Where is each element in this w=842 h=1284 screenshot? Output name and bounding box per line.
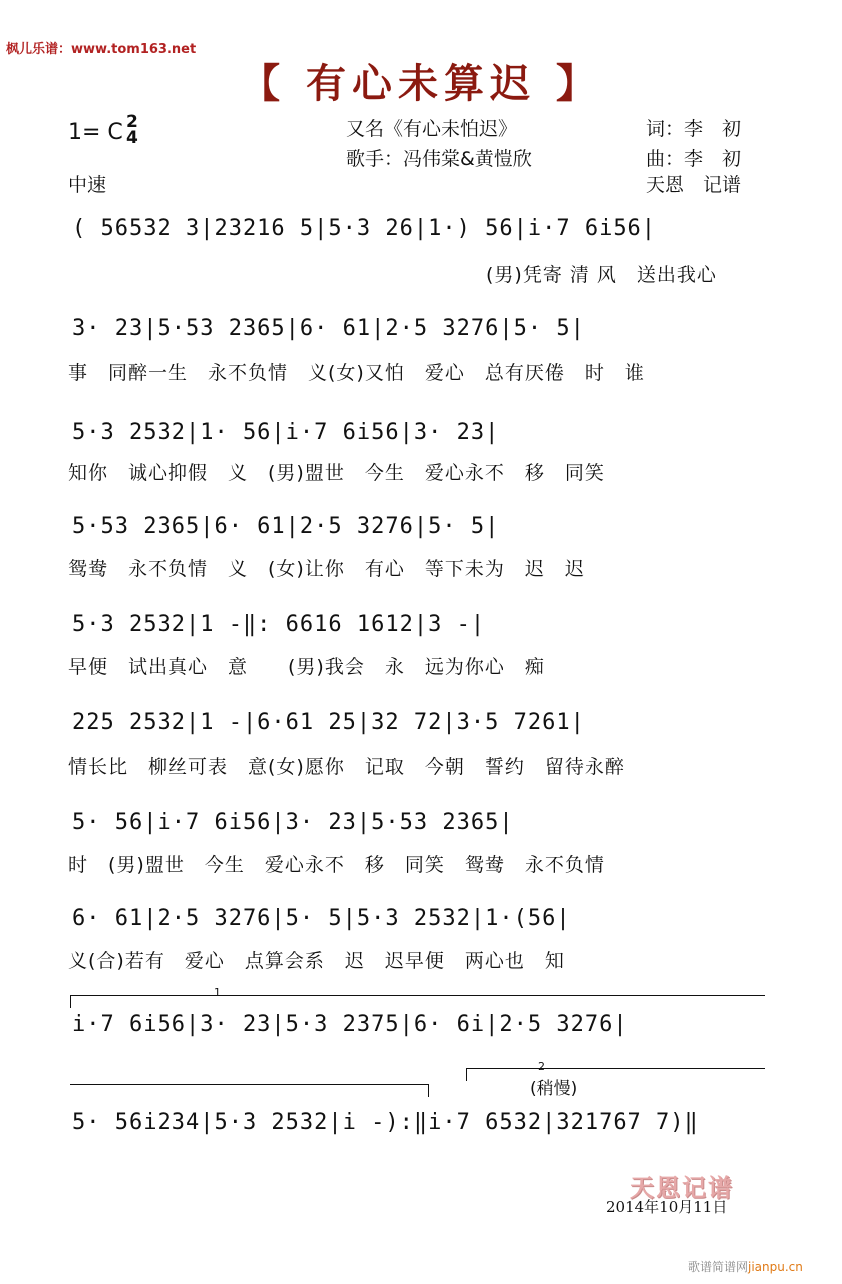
volta-1-end-bracket bbox=[70, 1084, 429, 1097]
time-signature bbox=[126, 114, 138, 146]
transcriber: 天恩 记谱 bbox=[646, 174, 742, 196]
notation-row-5: 5·3 2532|1 -‖: 6616 1612|3 -| bbox=[72, 612, 486, 637]
alt-name: 又名《有心未怕迟》 bbox=[346, 118, 518, 140]
lyricist: 词：李 初 bbox=[646, 118, 742, 140]
notation-row-2: 3· 23|5·53 2365|6· 61|2·5 3276|5· 5| bbox=[72, 316, 585, 341]
lyrics-row-7: 时 (男)盟世 今生 爱心永不 移 同笑 鸳鸯 永不负情 bbox=[68, 854, 605, 876]
lyrics-row-6: 情长比 柳丝可表 意(女)愿你 记取 今朝 誓约 留待永醉 bbox=[68, 756, 625, 778]
singers: 歌手：冯伟棠&黄愷欣 bbox=[346, 148, 532, 170]
lyrics-row-1: (男)凭寄 清 风 送出我心 bbox=[486, 264, 717, 286]
transcriber-stamp: 天恩记谱 bbox=[630, 1173, 734, 1202]
time-bottom: 4 bbox=[126, 128, 138, 148]
composer: 曲：李 初 bbox=[646, 148, 742, 170]
volta-2-number: 2 bbox=[538, 1060, 545, 1073]
time-top: 2 bbox=[126, 112, 138, 132]
lyrics-row-4: 鸳鸯 永不负情 义 (女)让你 有心 等下未为 迟 迟 bbox=[68, 558, 585, 580]
lyrics-row-5: 早便 试出真心 意 (男)我会 永 远为你心 痴 bbox=[68, 656, 545, 678]
footer-credit-brand: jianpu.cn bbox=[748, 1260, 803, 1274]
notation-row-8: 6· 61|2·5 3276|5· 5|5·3 2532|1·(56| bbox=[72, 906, 571, 931]
volta-2-bracket bbox=[466, 1068, 765, 1081]
footer-credit-prefix: 歌谱简谱网 bbox=[688, 1260, 749, 1274]
tempo-marking: 中速 bbox=[68, 174, 107, 196]
notation-row-4: 5·53 2365|6· 61|2·5 3276|5· 5| bbox=[72, 514, 500, 539]
footer-credit bbox=[688, 1258, 803, 1275]
notation-row-10: 5· 56i234|5·3 2532|i -):‖i·7 6532|321767 7)‖ bbox=[72, 1110, 699, 1135]
volta-1-bracket bbox=[70, 995, 765, 1008]
transcription-date: 2014年10月11日 bbox=[606, 1198, 728, 1216]
notation-row-6: 225 2532|1 -|6·61 25|32 72|3·5 7261| bbox=[72, 710, 585, 735]
slow-marking: (稍慢) bbox=[530, 1079, 578, 1099]
lyrics-row-3: 知你 诚心抑假 义 (男)盟世 今生 爱心永不 移 同笑 bbox=[68, 462, 605, 484]
volta-1-number: 1 bbox=[214, 986, 221, 999]
notation-row-1: ( 56532 3|23216 5|5·3 26|1·) 56|i·7 6i56| bbox=[72, 216, 657, 241]
key-signature: 1= C bbox=[68, 120, 123, 145]
lyrics-row-2: 事 同醉一生 永不负情 义(女)又怕 爱心 总有厌倦 时 谁 bbox=[68, 362, 645, 384]
notation-row-9: i·7 6i56|3· 23|5·3 2375|6· 6i|2·5 3276| bbox=[72, 1012, 628, 1037]
song-title: 【 有心未算迟 】 bbox=[240, 61, 602, 107]
notation-row-7: 5· 56|i·7 6i56|3· 23|5·53 2365| bbox=[72, 810, 514, 835]
notation-row-3: 5·3 2532|1· 56|i·7 6i56|3· 23| bbox=[72, 420, 500, 445]
site-label: 枫儿乐谱：www.tom163.net bbox=[6, 42, 197, 57]
lyrics-row-8: 义(合)若有 爱心 点算会系 迟 迟早便 两心也 知 bbox=[68, 950, 565, 972]
